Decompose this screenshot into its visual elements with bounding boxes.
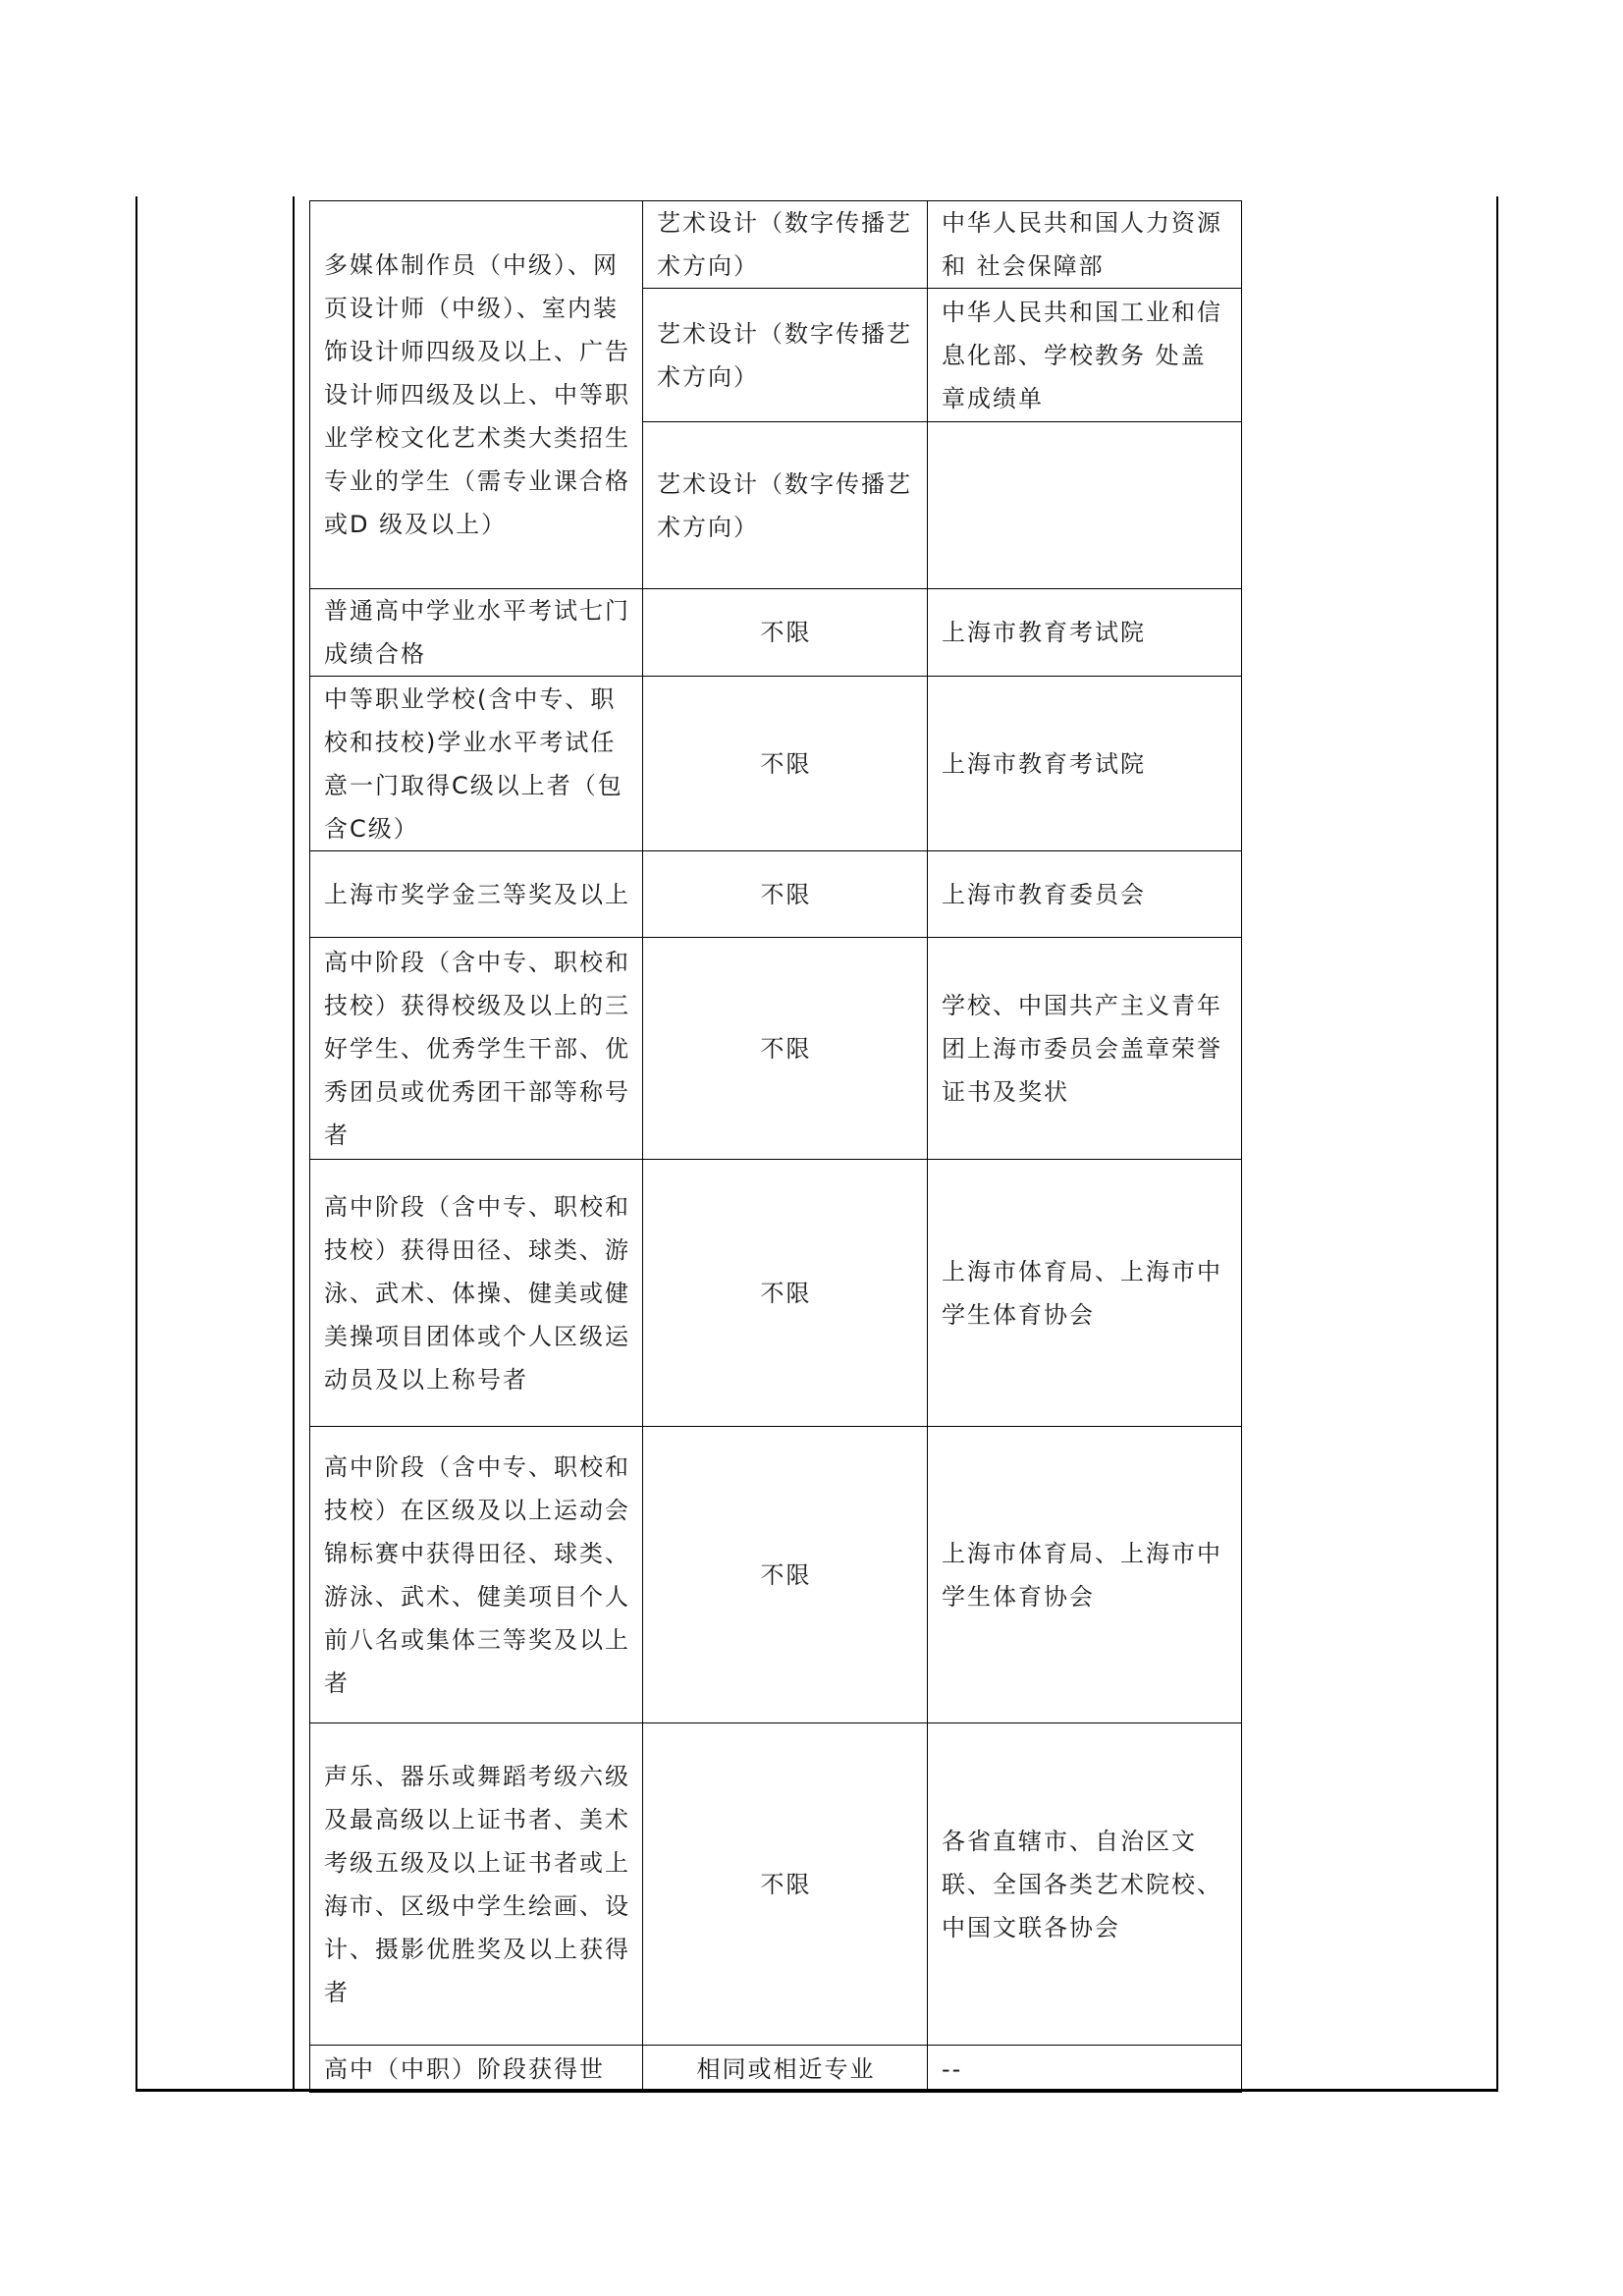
- major-cell: 相同或相近专业: [643, 2046, 928, 2093]
- condition-cell: 上海市奖学金三等奖及以上: [310, 851, 643, 938]
- condition-cell: 普通高中学业水平考试七门成绩合格: [310, 589, 643, 677]
- condition-cell: 高中阶段（含中专、职校和技校）获得校级及以上的三好学生、优秀学生干部、优秀团员或优秀团干部等称号者: [310, 938, 643, 1160]
- qualification-table: [309, 200, 1242, 2093]
- condition-cell: 多媒体制作员（中级）、网页设计师（中级）、室内装 饰设计师四级及以上、广告设计师四级及以上、中等职业学校文化艺术类大类招生专业的学生（需专业课合格或D 级及以上）: [310, 201, 643, 589]
- issuer-cell: 上海市教育考试院: [928, 589, 1242, 677]
- issuer-cell: 上海市教育考试院: [928, 677, 1242, 851]
- issuer-cell: 各省直辖市、自治区文联、全国各类艺术院校、中国文联各协会: [928, 1723, 1242, 2046]
- condition-cell: 高中（中职）阶段获得世: [310, 2046, 643, 2093]
- issuer-cell: 中华人民共和国工业和信息化部、学校教务 处盖章成绩单: [928, 289, 1242, 422]
- issuer-cell: 上海市体育局、上海市中学生体育协会: [928, 1160, 1242, 1427]
- major-cell: 不限: [643, 1160, 928, 1427]
- table-row: [310, 938, 1242, 1160]
- major-cell: 不限: [643, 1427, 928, 1723]
- issuer-cell: 上海市体育局、上海市中学生体育协会: [928, 1427, 1242, 1723]
- condition-cell: 高中阶段（含中专、职校和 技校）获得田径、球类、游泳、武术、体操、健美或健美操项目团体或个人区级运动员及以上称号者: [310, 1160, 643, 1427]
- table-row: [310, 589, 1242, 677]
- issuer-cell: 中华人民共和国人力资源和 社会保障部: [928, 201, 1242, 289]
- issuer-cell: 学校、中国共产主义青年团上海市委员会盖章荣誉证书及奖状: [928, 938, 1242, 1160]
- table-row: [310, 1427, 1242, 1723]
- table-row: [310, 1723, 1242, 2046]
- issuer-cell: 上海市教育委员会: [928, 851, 1242, 938]
- table-row: [310, 677, 1242, 851]
- major-cell: 不限: [643, 677, 928, 851]
- table-row: [310, 1160, 1242, 1427]
- table-row: [310, 851, 1242, 938]
- major-cell: 艺术设计（数字传播艺术方向）: [643, 289, 928, 422]
- major-cell: 不限: [643, 851, 928, 938]
- major-cell: 不限: [643, 938, 928, 1160]
- table-row: [310, 2046, 1242, 2093]
- major-cell: 艺术设计（数字传播艺术方向）: [643, 201, 928, 289]
- condition-cell: 中等职业学校(含中专、职校和技校)学业水平考试任意一门取得C级以上者（包含C级）: [310, 677, 643, 851]
- issuer-cell: --: [928, 2046, 1242, 2093]
- condition-cell: 高中阶段（含中专、职校和 技校）在区级及以上运动会锦标赛中获得田径、球类、游泳、武术、健美项目个人前八名或集体三等奖及以上者: [310, 1427, 643, 1723]
- issuer-cell: [928, 422, 1242, 589]
- major-cell: 艺术设计（数字传播艺术方向）: [643, 422, 928, 589]
- condition-cell: 声乐、器乐或舞蹈考级六级 及最高级以上证书者、美术考级五级及以上证书者或上海市、区级中学生绘画、设计、摄影优胜奖及以上获得者: [310, 1723, 643, 2046]
- major-cell: 不限: [643, 1723, 928, 2046]
- page-table-divider: [293, 196, 295, 2092]
- table-row: [310, 201, 1242, 289]
- major-cell: 不限: [643, 589, 928, 677]
